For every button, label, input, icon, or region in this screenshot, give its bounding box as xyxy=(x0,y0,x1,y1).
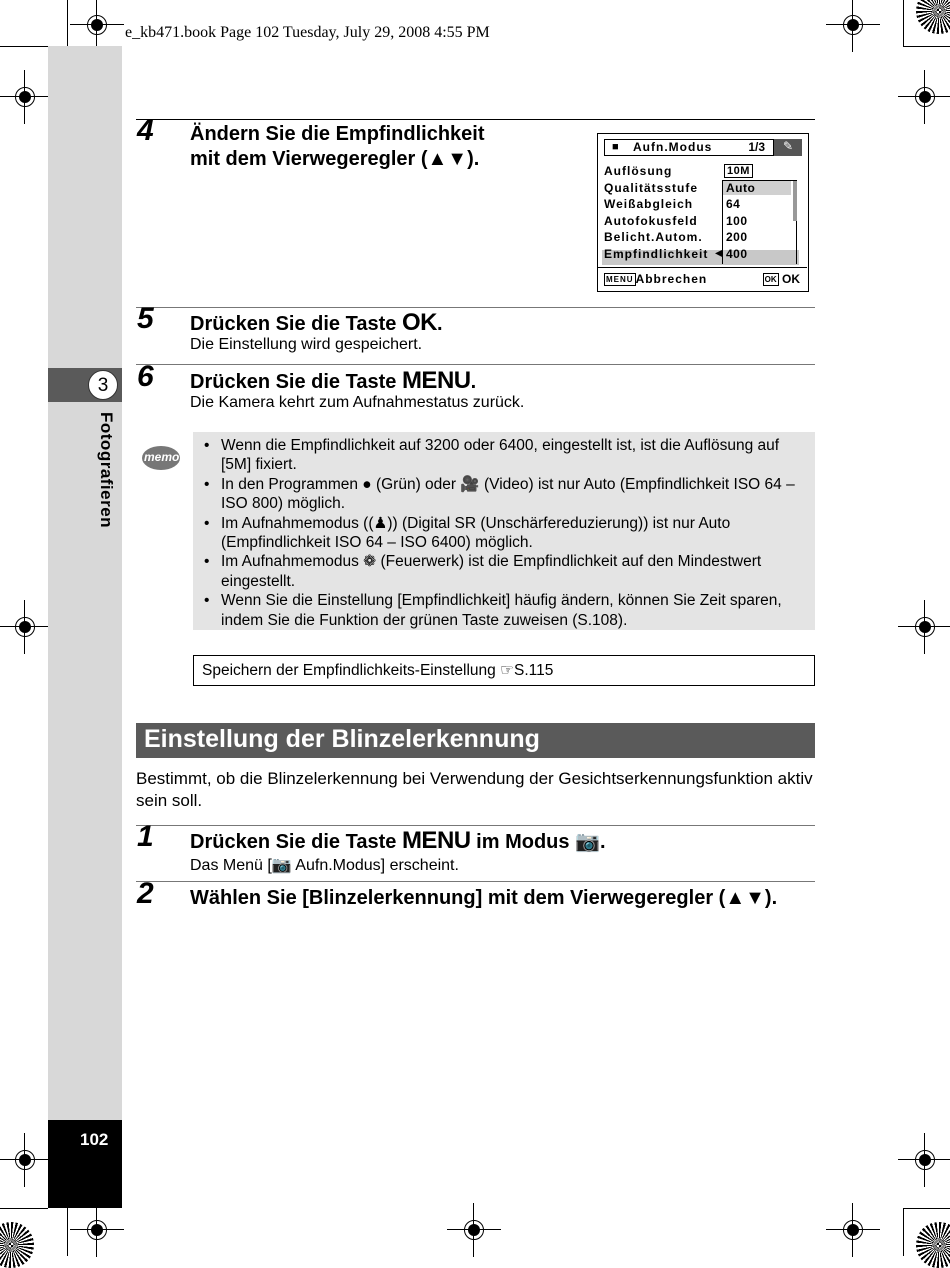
step-title xyxy=(190,310,443,337)
crop-line xyxy=(903,0,904,46)
resolution-value xyxy=(724,164,753,178)
camera-menu-row: Empfindlichkeit xyxy=(604,247,709,261)
step-divider xyxy=(136,881,815,882)
option-item: 100 xyxy=(726,214,748,228)
ok-key-icon: OK xyxy=(764,275,777,284)
registration-mark-icon xyxy=(910,82,940,112)
chapter-sidebar xyxy=(48,46,122,1208)
memo-item: • Im Aufnahmemodus ❁ (Feuerwerk) ist die Empfindlichkeit auf den Mindestwert eingestellt. xyxy=(201,552,806,591)
registration-mark-icon xyxy=(10,1145,40,1175)
crop-line xyxy=(903,1208,904,1256)
color-star-icon xyxy=(916,1222,950,1268)
step-divider xyxy=(136,307,815,308)
step-number: 2 xyxy=(137,877,154,910)
menu-key-label: MENU xyxy=(401,827,471,854)
step-divider xyxy=(136,825,815,826)
camera-menu-page: 1/3 xyxy=(748,140,765,154)
registration-mark-icon xyxy=(459,1215,489,1245)
camera-menu-tab xyxy=(604,139,774,156)
menu-key-label: MENU xyxy=(401,367,471,394)
step-title-text: im Modus 📷. xyxy=(470,831,606,853)
step-title-text: . xyxy=(470,371,477,393)
option-item: 64 xyxy=(726,197,741,211)
step-title xyxy=(190,122,485,172)
step-title-text: . xyxy=(436,313,443,335)
memo-icon-label: memo xyxy=(144,450,180,464)
step-title-line: Ändern Sie die Empfindlichkeit xyxy=(190,123,485,145)
step-subtitle: Die Einstellung wird gespeichert. xyxy=(190,336,423,353)
step-title-text: Drücken Sie die Taste xyxy=(190,831,402,853)
step-title xyxy=(190,368,476,395)
memo-list xyxy=(201,436,806,630)
camera-menu-screen xyxy=(597,133,809,292)
step-subtitle: Die Kamera kehrt zum Aufnahmestatus zurück. xyxy=(190,394,525,411)
color-star-icon xyxy=(0,1222,34,1268)
crop-line xyxy=(903,46,950,47)
memo-item: • Wenn die Empfindlichkeit auf 3200 oder 6400, eingestellt ist, ist die Auflösung auf [5M] fixiert. xyxy=(201,436,806,475)
cancel-label: Abbrechen xyxy=(635,272,708,286)
section-title: Einstellung der Blinzelerkennung xyxy=(144,725,540,753)
setup-tab xyxy=(774,139,802,156)
registration-mark-icon xyxy=(910,612,940,642)
reference-text: Speichern der Empfindlichkeits-Einstellung ☞S.115 xyxy=(202,662,554,679)
section-description: Bestimmt, ob die Blinzelerkennung bei Verwendung der Gesichtserkennungsfunktion aktiv sein soll. xyxy=(136,769,813,810)
memo-box xyxy=(193,432,815,630)
memo-item: • Wenn Sie die Einstellung [Empfindlichkeit] häufig ändern, können Sie Zeit sparen, indem Sie die Funktion der grünen Taste zuweisen (S.108). xyxy=(201,591,806,630)
crop-line xyxy=(0,46,48,47)
registration-mark-icon xyxy=(10,82,40,112)
step-title xyxy=(190,828,606,855)
step-subtitle: Das Menü [📷 Aufn.Modus] erscheint. xyxy=(190,857,459,874)
camera-menu-tab-title: Aufn.Modus xyxy=(633,140,713,154)
step-title-text: Drücken Sie die Taste xyxy=(190,371,402,393)
crop-line xyxy=(0,1208,48,1209)
registration-mark-icon xyxy=(910,1145,940,1175)
ok-hint xyxy=(763,272,800,286)
print-header: e_kb471.book Page 102 Tuesday, July 29, 2008 4:55 PM xyxy=(125,24,490,41)
registration-mark-icon xyxy=(838,10,868,40)
reference-box xyxy=(193,655,815,686)
step-title: Wählen Sie [Blinzelerkennung] mit dem Vierwegeregler (▲▼). xyxy=(190,887,778,909)
registration-mark-icon xyxy=(10,612,40,642)
camera-menu-footer-rule xyxy=(598,267,807,268)
menu-key-icon: MENU xyxy=(606,275,634,284)
step-number: 5 xyxy=(137,302,154,335)
camera-menu-row: Weißabgleich xyxy=(604,197,694,211)
page-number: 102 xyxy=(80,1130,109,1149)
options-scrollbar xyxy=(793,181,797,221)
registration-mark-icon xyxy=(838,1215,868,1245)
wrench-icon: ✎ xyxy=(783,139,794,153)
crop-line xyxy=(67,1208,68,1256)
camera-menu-row: Belicht.Autom. xyxy=(604,230,703,244)
ok-label: OK xyxy=(782,272,800,286)
registration-mark-icon xyxy=(82,10,112,40)
step-number: 4 xyxy=(137,114,154,147)
step-divider xyxy=(136,119,815,120)
step-title-line: mit dem Vierwegeregler (▲▼). xyxy=(190,148,480,170)
step-divider xyxy=(136,364,815,365)
camera-menu-row: Autofokusfeld xyxy=(604,214,698,228)
memo-icon xyxy=(138,438,180,474)
resolution-value-text: 10M xyxy=(727,165,750,177)
crop-line xyxy=(67,0,68,46)
camera-menu-row: Auflösung xyxy=(604,164,673,178)
camera-icon: ■ xyxy=(612,141,619,153)
option-item: 400 xyxy=(726,247,748,261)
cancel-hint xyxy=(604,272,707,286)
option-item: Auto xyxy=(726,181,756,195)
left-arrow-icon: ◀ xyxy=(715,248,723,259)
step-title-text: Drücken Sie die Taste xyxy=(190,313,402,335)
camera-menu-row: Qualitätsstufe xyxy=(604,181,699,195)
crop-line xyxy=(903,1208,950,1209)
color-star-icon xyxy=(916,0,950,34)
option-item: 200 xyxy=(726,230,748,244)
registration-mark-icon xyxy=(82,1215,112,1245)
ok-key-label: OK xyxy=(401,309,437,336)
step-number: 6 xyxy=(137,360,154,393)
memo-item: • Im Aufnahmemodus ((♟)) (Digital SR (Unschärfereduzierung)) ist nur Auto (Empfindlichkeit ISO 64 – ISO 6400) möglich. xyxy=(201,514,806,553)
chapter-number: 3 xyxy=(88,370,118,400)
memo-item: • In den Programmen ● (Grün) oder 🎥 (Video) ist nur Auto (Empfindlichkeit ISO 64 – ISO 800) möglich. xyxy=(201,475,806,514)
step-number: 1 xyxy=(137,820,154,853)
chapter-title: Fotografieren xyxy=(97,412,116,529)
section-header xyxy=(136,723,815,758)
